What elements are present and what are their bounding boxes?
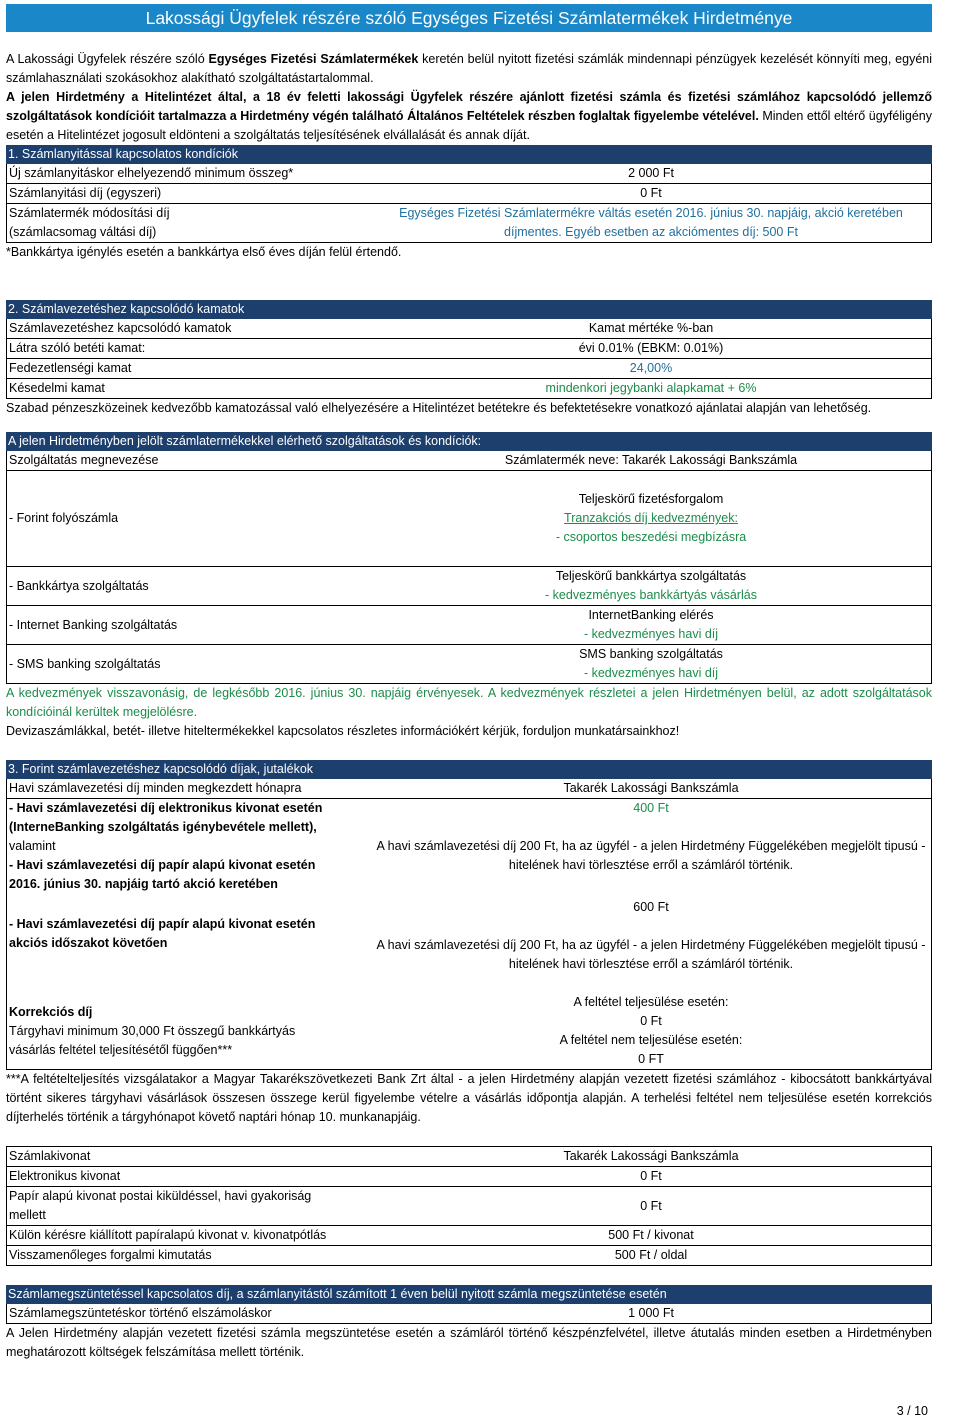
s5-row-value: 500 Ft / oldal (614, 1248, 688, 1262)
s1-mod-value (371, 204, 932, 243)
corr-value-line: 0 FT (638, 1052, 664, 1066)
sms-line-2: - kedvezményes havi díj (583, 666, 719, 680)
r2-price: 600 Ft (633, 900, 669, 914)
s4-r1-value (371, 799, 932, 895)
ib-line-2: - kedvezményes havi díj (583, 627, 719, 641)
s2-row-label: Fedezetlenségi kamat (9, 361, 132, 375)
page-title: Lakossági Ügyfelek részére szóló Egységes Fizetési Számlatermékek Hirdetménye (6, 4, 932, 32)
mod-label-line: (számlacsomag váltási díj) (9, 225, 157, 239)
s2-note: Szabad pénzeszközeinek kedvezőbb kamatozással való elhelyezésére a Hitelintézet betétekre és befektetésekre vonatkozó ajánlatai alapján van lehetőség. (6, 401, 872, 415)
s4-note: ***A feltételteljesítés vizsgálatakor a Magyar Takarékszövetkezeti Bank Zrt által - a jelen Hirdetmény alapján vezetett fizetési számlához - kibocsátott bankkártyával történt sikeres tárgyhavi vásárlások összesen összege kerül figyelembe vételre a vásárlás időpontja alapján. A terhelési feltétel nem teljesülése esetén korrekciós díjterhelés történik a tárgyhónapot követő naptári hónap 10. munkanapjáig. (6, 1072, 932, 1124)
card-line-1: Teljeskörű bankkártya szolgáltatás (555, 569, 747, 583)
forint-line-2: Tranzakciós díj kedvezmények: (564, 511, 738, 525)
intro-paragraph-1 (6, 50, 932, 88)
s3-forint-label: - Forint folyószámla (9, 511, 119, 525)
s5-row-label: Külön kérésre kiállított papíralapú kivonat v. kivonatpótlás (9, 1228, 327, 1242)
section-1-table (6, 164, 932, 243)
s1-row-value: 2 000 Ft (371, 164, 932, 184)
s3-note-green: A kedvezmények visszavonásig, de legkésőbb 2016. június 30. napjáig érvényesek. A kedvezmények részletei a jelen Hirdetményen belül, az adott szolgáltatások kondícióinál kerültek megjelölésre. (6, 686, 932, 719)
forint-line-1: Teljeskörű fizetésforgalom (578, 492, 724, 506)
section-6-header: Számlamegszüntetéssel kapcsolatos díj, a számlanyitástól számított 1 éven belül nyitott számla megszüntetése esetén (6, 1285, 932, 1304)
section-4-table (6, 779, 932, 1070)
s3-sms-value (371, 645, 932, 684)
s2-row-label: Látra szóló betéti kamat: (9, 341, 146, 355)
section-3-table (6, 451, 932, 684)
s3-card-label: - Bankkártya szolgáltatás (9, 578, 149, 593)
intro-p2-bold: A jelen Hirdetmény a Hitelintézet által, a 18 év feletti lakossági Ügyfelek részére ajánlott fizetési számla és fizetési számlához kapcsolódó jellemző szolgáltatások kondícióit tartalmazza a Hirdetmény végén található Általános Feltételek részben foglaltak figyelembe vételével. (6, 90, 932, 123)
s4-r2-value (371, 894, 932, 974)
s6-label: Számlamegszüntetéskor történő elszámoláskor (9, 1306, 272, 1320)
s2-row-label: Késedelmi kamat (9, 381, 105, 395)
s1-mod-label (7, 204, 372, 243)
s4-corr-value (371, 993, 932, 1070)
s3-ib-value (371, 606, 932, 645)
r2-desc: A havi számlavezetési díj 200 Ft, ha az ügyfél - a jelen Hirdetmény Függelékében megjelölt tipusú - hitelének havi törlesztése erről a számláról történik. (376, 938, 926, 971)
section-6-table (6, 1304, 932, 1324)
s1-row-label: Új számlanyitáskor elhelyezendő minimum összeg* (7, 164, 372, 184)
s6-note: A Jelen Hirdetmény alapján vezetett fizetési számla megszüntetése esetén a számláról történő készpénzfelvétel, illetve átutalás minden esetben a Hirdetményben meghatározott költségek felszámítása mellett történik. (6, 1326, 932, 1359)
s2-col1-header: Számlavezetéshez kapcsolódó kamatok (9, 321, 232, 335)
s2-row-value: mindenkori jegybanki alapkamat + 6% (545, 381, 757, 395)
s3-note-2: Devizaszámlákkal, betét- illetve hiteltermékekkel kapcsolatos részletes információkért kérjük, forduljon munkatársainkhoz! (6, 724, 680, 738)
intro-text: A Lakossági Ügyfelek részére szóló (6, 52, 209, 66)
corr-label-line: vásárlás feltétel teljesítésétől függően*** (9, 1042, 233, 1057)
s4-col1-header: Havi számlavezetési díj minden megkezdett hónapra (9, 781, 302, 795)
r2-label-line: akciós időszakot követően (9, 936, 168, 950)
r1-label-line: - Havi számlavezetési díj elektronikus kivonat esetén (9, 801, 323, 815)
r2-label-line: - Havi számlavezetési díj papír alapú kivonat esetén (9, 917, 316, 931)
r1-label-line: valamint (9, 839, 56, 853)
s5-row-label: Visszamenőleges forgalmi kimutatás (9, 1248, 212, 1262)
r1-price: 400 Ft (633, 801, 669, 815)
s1-row-label: Számlanyitási díj (egyszeri) (7, 184, 372, 204)
section-5-table (6, 1146, 932, 1266)
s2-col2-header: Kamat mértéke %-ban (588, 321, 714, 335)
section-3-header: A jelen Hirdetményben jelölt számlatermékekkel elérhető szolgáltatások és kondíciók: (6, 432, 932, 451)
s4-corr-label (7, 993, 372, 1070)
page-number: 3 / 10 (896, 1404, 928, 1418)
s5-row-label: Elektronikus kivonat (9, 1169, 121, 1183)
r1-label-line: - Havi számlavezetési díj papír alapú kivonat esetén (9, 858, 316, 872)
mod-label-line: Számlatermék módosítási díj (9, 206, 170, 220)
s4-r2-label (7, 894, 372, 974)
section-4-header: 3. Forint számlavezetéshez kapcsolódó díjak, jutalékok (6, 760, 932, 779)
mod-value-line: Egységes Fizetési Számlatermékre váltás esetén 2016. június 30. napjáig, akció keretében (399, 206, 903, 220)
forint-line-3: - csoportos beszedési megbízásra (555, 530, 747, 544)
s5-col2-header: Takarék Lakossági Bankszámla (563, 1149, 739, 1163)
s5-row-value: 500 Ft / kivonat (608, 1228, 694, 1242)
s4-r1-label (7, 799, 372, 895)
corr-value-line: A feltétel nem teljesülése esetén: (559, 1033, 743, 1047)
card-line-2: - kedvezményes bankkártyás vásárlás (545, 588, 757, 602)
section-1-header: 1. Számlanyitással kapcsolatos kondíciók (6, 145, 932, 164)
corr-value-line: 0 Ft (640, 1014, 662, 1028)
s5-row-value: 0 Ft (640, 1198, 662, 1213)
mod-value-free: díjmentes. (504, 225, 562, 239)
s5-row-value: 0 Ft (640, 1169, 662, 1183)
section-2-table (6, 319, 932, 399)
s1-row-value: 0 Ft (371, 184, 932, 204)
s3-col2-header: Számlatermék neve: Takarék Lakossági Bankszámla (504, 453, 798, 467)
ib-line-1: InternetBanking elérés (588, 608, 714, 622)
intro-p2-text: Minden ettől eltérő ügyféligény esetén a Hitelintézet jogosult eldönteni a szolgáltatás teljesítésének elvállalását és annak díját. (6, 109, 932, 142)
s1-note: *Bankkártya igénylés esetén a bankkártya első éves díján felül értendő. (6, 245, 402, 259)
s2-row-value: évi 0.01% (EBKM: 0.01%) (578, 341, 724, 355)
corr-label-line: Tárgyhavi minimum 30,000 Ft összegű bankkártyás (9, 1023, 296, 1038)
s3-sms-label: - SMS banking szolgáltatás (9, 656, 161, 671)
s3-forint-value (371, 471, 932, 567)
sms-line-1: SMS banking szolgáltatás (579, 647, 723, 661)
s2-row-value: 24,00% (629, 361, 673, 375)
r1-label-line: 2016. június 30. napjáig tartó akció keretében (9, 877, 278, 891)
s5-row-label: Papír alapú kivonat postai kiküldéssel, havi gyakoriság mellett (9, 1189, 312, 1222)
s4-col2-header: Takarék Lakossági Bankszámla (563, 781, 739, 795)
r1-desc: A havi számlavezetési díj 200 Ft, ha az ügyfél - a jelen Hirdetmény Függelékében megjelölt tipusú - hitelének havi törlesztése erről a számláról történik. (376, 839, 926, 872)
s6-value: 1 000 Ft (628, 1306, 674, 1320)
document-page (6, 4, 932, 1362)
section-2-header: 2. Számlavezetéshez kapcsolódó kamatok (6, 300, 932, 319)
corr-label-line: Korrekciós díj (9, 1004, 93, 1019)
r1-label-line: (InterneBanking szolgáltatás igénybevétele mellett), (9, 820, 317, 834)
mod-value-other: Egyéb esetben az akciómentes díj: 500 Ft (561, 225, 798, 239)
s3-card-value (371, 567, 932, 606)
intro-text-2: keretén belül nyitott fizetési számlák mindennapi pénzügyek kezelését könnyíti meg, egyéni számlahasználati szokásokhoz alakítható szolgáltatástartalommal. (6, 52, 933, 85)
intro-bold: Egységes Fizetési Számlatermékek (208, 52, 419, 66)
s3-col1-header: Szolgáltatás megnevezése (9, 453, 159, 467)
corr-value-line: A feltétel teljesülése esetén: (573, 995, 729, 1009)
s3-ib-label: - Internet Banking szolgáltatás (9, 617, 178, 632)
s5-col1-header: Számlakivonat (9, 1149, 91, 1163)
intro-paragraph-2 (6, 88, 932, 145)
